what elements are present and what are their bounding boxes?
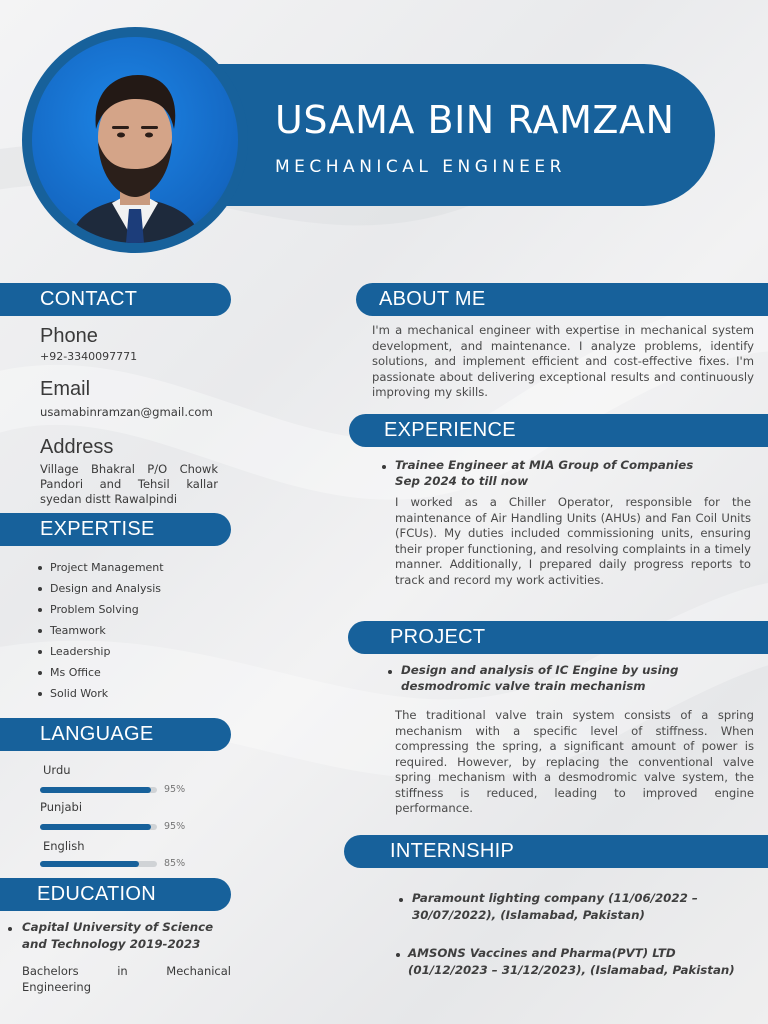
internship-heading-bar — [344, 835, 768, 868]
project-title-line-1: Design and analysis of IC Engine by using — [401, 663, 679, 677]
education-school-line-1: Capital University of Science — [22, 920, 214, 934]
language-urdu-percent: 95% — [164, 784, 186, 795]
candidate-title: MECHANICAL ENGINEER — [275, 157, 566, 177]
address-line-2: Pandori and Tehsil kallar — [40, 477, 218, 491]
language-english-bar — [40, 861, 157, 867]
contact-heading: CONTACT — [40, 288, 138, 310]
list-item: Teamwork — [33, 624, 164, 645]
expertise-heading: EXPERTISE — [40, 518, 155, 540]
email-label: Email — [40, 378, 91, 400]
address-label: Address — [40, 436, 114, 458]
project-heading-bar — [348, 621, 768, 654]
bullet — [396, 953, 400, 957]
address-line-1: Village Bhakral P/O Chowk — [40, 462, 218, 476]
list-item: Project Management — [33, 561, 164, 582]
experience-heading-bar — [349, 414, 768, 447]
experience-text: I worked as a Chiller Operator, responsible for the maintenance of Air Handling Units (AHUs) and Fan Coil Units (FCUs). My duties included commissioning units, ensuring their proper functioning, and resolving complaints in a timely manner. Additionally, I prepared daily progress reports to track and record my work activities. — [395, 495, 751, 587]
language-urdu-label: Urdu — [43, 763, 71, 777]
profile-photo — [32, 37, 238, 243]
expertise-list — [33, 561, 164, 708]
project-text: The traditional valve train system consists of a spring mechanism with a specific level of stiffness. When compressing the spring, a significant amount of power is required. However, by replacing the conventional valve spring mechanism with a desmodromic valve system, the stiffness is reduced, leading to improved engine performance. — [395, 708, 754, 815]
language-punjabi-percent: 95% — [164, 821, 186, 832]
expertise-heading-bar — [0, 513, 231, 546]
language-punjabi-fill — [40, 824, 151, 830]
language-heading-bar — [0, 718, 231, 751]
education-heading: EDUCATION — [37, 883, 156, 905]
bullet — [388, 670, 392, 674]
language-english-label: English — [43, 839, 85, 853]
about-heading: ABOUT ME — [379, 288, 486, 310]
phone-label: Phone — [40, 325, 98, 347]
about-heading-bar — [356, 283, 768, 316]
internship-item-2-line-1: AMSONS Vaccines and Pharma(PVT) LTD — [408, 946, 676, 960]
email-value: usamabinramzan@gmail.com — [40, 405, 213, 419]
language-english-percent: 85% — [164, 858, 186, 869]
list-item: Leadership — [33, 645, 164, 666]
about-text: I'm a mechanical engineer with expertise in mechanical system development, and maintenance. I analyze problems, identify solutions, and implement efficient and cost-effective fixes. I'm passionate about delivering exceptional results and continuously improving my skills. — [372, 323, 754, 399]
language-punjabi-bar — [40, 824, 157, 830]
education-degree-line-2: Engineering — [22, 980, 91, 994]
education-school-line-2: and Technology 2019-2023 — [22, 937, 201, 951]
project-title-line-2: desmodromic valve train mechanism — [401, 679, 646, 693]
experience-role: Trainee Engineer at MIA Group of Companies — [395, 458, 694, 472]
internship-heading: INTERNSHIP — [390, 840, 515, 862]
language-urdu-fill — [40, 787, 151, 793]
experience-heading: EXPERIENCE — [384, 419, 516, 441]
language-heading: LANGUAGE — [40, 723, 154, 745]
education-heading-bar — [0, 878, 231, 911]
list-item: Problem Solving — [33, 603, 164, 624]
language-punjabi-label: Punjabi — [40, 800, 83, 814]
list-item: Solid Work — [33, 687, 164, 708]
bullet — [382, 465, 386, 469]
internship-item-1-line-2: 30/07/2022), (Islamabad, Pakistan) — [412, 908, 645, 922]
list-item: Design and Analysis — [33, 582, 164, 603]
internship-item-2-line-2: (01/12/2023 – 31/12/2023), (Islamabad, Pakistan) — [408, 963, 735, 977]
language-english-fill — [40, 861, 139, 867]
language-urdu-bar — [40, 787, 157, 793]
project-heading: PROJECT — [390, 626, 486, 648]
phone-value: +92-3340097771 — [40, 350, 138, 363]
experience-period: Sep 2024 to till now — [395, 474, 529, 488]
bullet — [399, 898, 403, 902]
contact-heading-bar — [0, 283, 231, 316]
education-degree-line-1: Bachelors in Mechanical — [22, 964, 231, 978]
bullet — [8, 927, 12, 931]
internship-item-1-line-1: Paramount lighting company (11/06/2022 – — [412, 891, 698, 905]
candidate-name: USAMA BIN RAMZAN — [275, 98, 675, 142]
address-line-3: syedan distt Rawalpindi — [40, 492, 178, 506]
list-item: Ms Office — [33, 666, 164, 687]
